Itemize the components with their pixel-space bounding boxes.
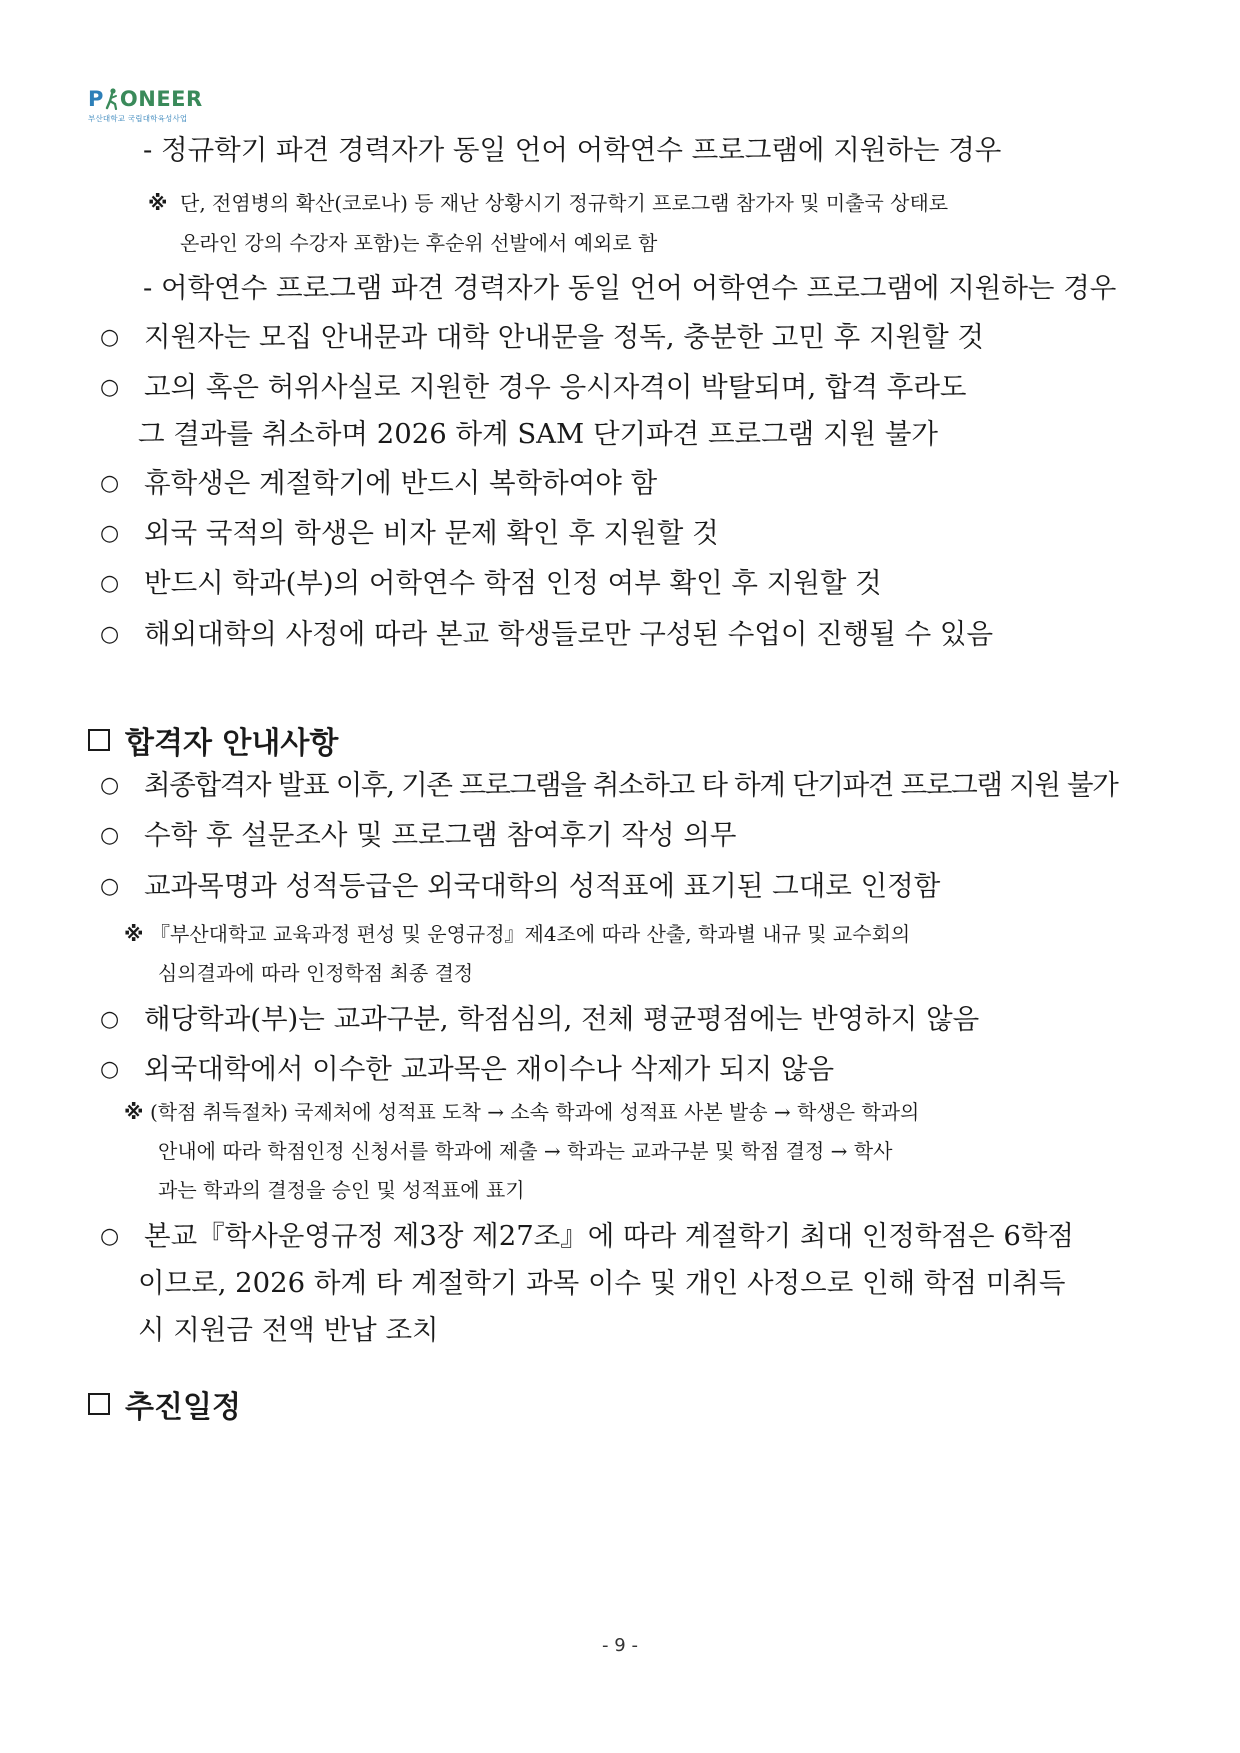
bullet-icon: ○ [100, 1007, 120, 1032]
dash-mark: - [143, 134, 153, 166]
bullet-icon: ○ [100, 823, 120, 848]
note-b-line-1 [124, 1102, 919, 1122]
bullet-text: 수학 후 설문조사 및 프로그램 참여후기 작성 의무 [144, 819, 737, 851]
checkbox-square-icon [88, 729, 110, 751]
bullet-item [100, 870, 941, 902]
dash-item-1 [143, 134, 1002, 166]
bullet-text: 반드시 학과(부)의 어학연수 학점 인정 여부 확인 후 지원할 것 [144, 567, 882, 599]
note-1-line-2: 온라인 강의 수강자 포함)는 후순위 선발에서 예외로 함 [180, 231, 658, 255]
note-text: 『부산대학교 교육과정 편성 및 운영규정』제4조에 따라 산출, 학과별 내규 및 교수회의 [150, 922, 911, 946]
note-a-line-1 [124, 924, 910, 944]
bullet-item [100, 1220, 1074, 1252]
bullet-text: 해외대학의 사정에 따라 본교 학생들로만 구성된 수업이 진행될 수 있음 [144, 618, 994, 650]
bullet-icon: ○ [100, 1224, 120, 1249]
bullet-icon: ○ [100, 773, 118, 798]
bullet-text: 고의 혹은 허위사실로 지원한 경우 응시자격이 박탈되며, 합격 후라도 [144, 371, 967, 403]
bullet-continuation: 시 지원금 전액 반납 조치 [138, 1314, 439, 1346]
note-text: (학점 취득절차) 국제처에 성적표 도착 → 소속 학과에 성적표 사본 발송 → 학생은 학과의 [150, 1100, 920, 1124]
page-number: - 9 - [602, 1635, 638, 1656]
bullet-icon: ○ [100, 375, 120, 400]
bullet-text: 해당학과(부)는 교과구분, 학점심의, 전체 평균평점에는 반영하지 않음 [144, 1003, 980, 1035]
bullet-item [100, 769, 1118, 801]
bullet-item [100, 1003, 980, 1035]
logo-runner-icon [105, 88, 119, 110]
bullet-icon: ○ [100, 874, 120, 899]
bullet-text: 최종합격자 발표 이후, 기존 프로그램을 취소하고 타 하계 단기파견 프로그램 지원 불가 [144, 769, 1118, 801]
bullet-item [100, 467, 658, 499]
dash-mark: - [143, 272, 153, 304]
bullet-continuation: 그 결과를 취소하며 2026 하계 SAM 단기파견 프로그램 지원 불가 [138, 418, 938, 450]
logo-wordmark [88, 86, 218, 112]
bullet-item [100, 371, 967, 403]
reference-mark: ※ [148, 191, 168, 215]
reference-mark: ※ [124, 1100, 144, 1124]
logo-letters-rest: ONEER [119, 87, 203, 111]
checkbox-square-icon [88, 1393, 110, 1415]
bullet-icon: ○ [100, 1057, 120, 1082]
bullet-item [100, 567, 882, 599]
note-1-line-1 [148, 193, 948, 213]
bullet-text: 본교『학사운영규정 제3장 제27조』에 따라 계절학기 최대 인정학점은 6학점 [144, 1220, 1074, 1252]
section-title: 합격자 안내사항 [125, 726, 339, 761]
dash-item-2 [143, 272, 1117, 304]
reference-mark: ※ [124, 922, 144, 946]
bullet-icon: ○ [100, 325, 120, 350]
dash-item-text: 어학연수 프로그램 파견 경력자가 동일 언어 어학연수 프로그램에 지원하는 경우 [161, 272, 1117, 304]
bullet-item [100, 618, 994, 650]
note-b-line-2: 안내에 따라 학점인정 신청서를 학과에 제출 → 학과는 교과구분 및 학점 결정 → 학사 [158, 1139, 893, 1163]
bullet-text: 외국 국적의 학생은 비자 문제 확인 후 지원할 것 [144, 517, 719, 549]
bullet-icon: ○ [100, 521, 120, 546]
bullet-icon: ○ [100, 622, 120, 647]
bullet-icon: ○ [100, 471, 120, 496]
note-b-line-3: 과는 학과의 결정을 승인 및 성적표에 표기 [158, 1178, 525, 1202]
bullet-icon: ○ [100, 571, 120, 596]
bullet-item [100, 321, 984, 353]
section-heading-schedule [88, 1382, 241, 1426]
bullet-text: 외국대학에서 이수한 교과목은 재이수나 삭제가 되지 않음 [144, 1053, 835, 1085]
dash-item-text: 정규학기 파견 경력자가 동일 언어 어학연수 프로그램에 지원하는 경우 [161, 134, 1002, 166]
section-title: 추진일정 [125, 1390, 241, 1425]
bullet-text: 교과목명과 성적등급은 외국대학의 성적표에 표기된 그대로 인정함 [144, 870, 941, 902]
note-text: 단, 전염병의 확산(코로나) 등 재난 상황시기 정규학기 프로그램 참가자 및 미출국 상태로 [180, 191, 949, 215]
pioneer-logo [88, 86, 218, 124]
bullet-item [100, 517, 719, 549]
logo-letter-p: P [88, 87, 104, 111]
bullet-item [100, 819, 737, 851]
note-a-line-2: 심의결과에 따라 인정학점 최종 결정 [158, 961, 474, 985]
bullet-item [100, 1053, 835, 1085]
logo-subtitle: 부산대학교 국립대학육성사업 [88, 114, 188, 123]
bullet-text: 휴학생은 계절학기에 반드시 복학하여야 함 [144, 467, 658, 499]
bullet-text: 지원자는 모집 안내문과 대학 안내문을 정독, 충분한 고민 후 지원할 것 [144, 321, 984, 353]
section-heading-accepted [88, 718, 338, 762]
bullet-continuation: 이므로, 2026 하계 타 계절학기 과목 이수 및 개인 사정으로 인해 학점 미취득 [138, 1267, 1066, 1299]
